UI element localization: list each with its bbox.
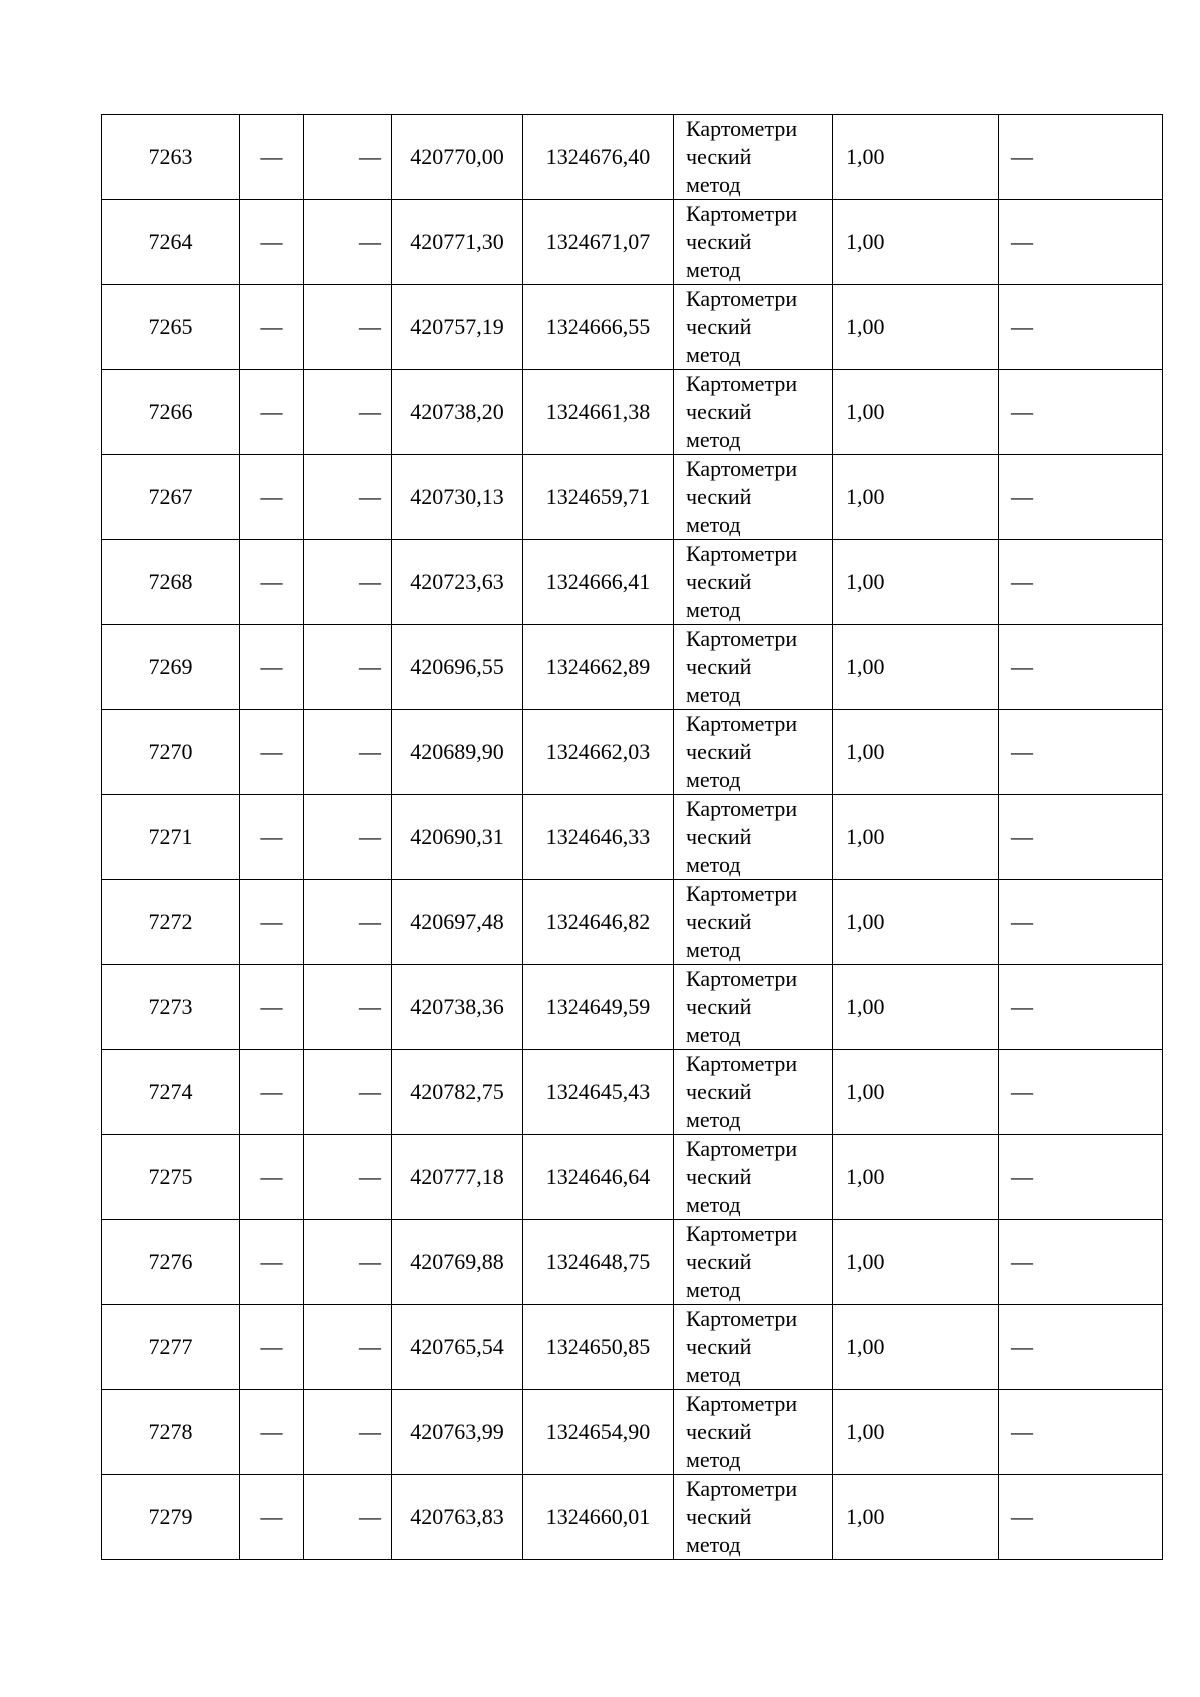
y-coordinate-cell: 1324662,03: [523, 710, 674, 795]
table-row: [102, 1050, 1163, 1135]
method-line: Картометри: [686, 286, 798, 311]
x-coordinate-cell: 420763,99: [392, 1390, 523, 1475]
accuracy-cell: 1,00: [833, 795, 999, 880]
coordinates-table: [101, 114, 1163, 1560]
old-x-cell: —: [240, 880, 304, 965]
method-cell: [674, 1050, 833, 1135]
method-line: Картометри: [686, 796, 798, 821]
point-number-cell: 7268: [102, 540, 240, 625]
method-line: ческий: [686, 1504, 752, 1529]
description-cell: —: [999, 455, 1163, 540]
method-line: ческий: [686, 314, 752, 339]
method-cell: [674, 880, 833, 965]
description-cell: —: [999, 285, 1163, 370]
old-y-cell: —: [304, 1050, 392, 1135]
table-row: [102, 1305, 1163, 1390]
table-row: [102, 880, 1163, 965]
y-coordinate-cell: 1324654,90: [523, 1390, 674, 1475]
x-coordinate-cell: 420765,54: [392, 1305, 523, 1390]
point-number-cell: 7276: [102, 1220, 240, 1305]
point-number-cell: 7267: [102, 455, 240, 540]
method-line: метод: [686, 597, 741, 622]
method-line: Картометри: [686, 966, 798, 991]
method-line: Картометри: [686, 116, 798, 141]
method-line: метод: [686, 512, 741, 537]
x-coordinate-cell: 420782,75: [392, 1050, 523, 1135]
description-cell: —: [999, 965, 1163, 1050]
point-number-cell: 7278: [102, 1390, 240, 1475]
table-row: [102, 965, 1163, 1050]
old-x-cell: —: [240, 1305, 304, 1390]
x-coordinate-cell: 420738,36: [392, 965, 523, 1050]
method-cell: [674, 710, 833, 795]
accuracy-cell: 1,00: [833, 200, 999, 285]
x-coordinate-cell: 420730,13: [392, 455, 523, 540]
old-x-cell: —: [240, 370, 304, 455]
y-coordinate-cell: 1324650,85: [523, 1305, 674, 1390]
table-row: [102, 1390, 1163, 1475]
x-coordinate-cell: 420771,30: [392, 200, 523, 285]
method-line: метод: [686, 767, 741, 792]
point-number-cell: 7272: [102, 880, 240, 965]
method-cell: [674, 285, 833, 370]
x-coordinate-cell: 420738,20: [392, 370, 523, 455]
method-line: ческий: [686, 1419, 752, 1444]
x-coordinate-cell: 420690,31: [392, 795, 523, 880]
point-number-cell: 7271: [102, 795, 240, 880]
method-line: метод: [686, 1362, 741, 1387]
method-line: метод: [686, 257, 741, 282]
method-cell: [674, 625, 833, 710]
table-row: [102, 795, 1163, 880]
method-line: метод: [686, 427, 741, 452]
description-cell: —: [999, 200, 1163, 285]
old-y-cell: —: [304, 1305, 392, 1390]
method-line: ческий: [686, 1249, 752, 1274]
old-x-cell: —: [240, 1475, 304, 1560]
old-x-cell: —: [240, 200, 304, 285]
method-line: ческий: [686, 144, 752, 169]
y-coordinate-cell: 1324676,40: [523, 115, 674, 200]
method-line: ческий: [686, 1079, 752, 1104]
point-number-cell: 7270: [102, 710, 240, 795]
method-line: Картометри: [686, 1136, 798, 1161]
table-row: [102, 1220, 1163, 1305]
y-coordinate-cell: 1324645,43: [523, 1050, 674, 1135]
method-cell: [674, 965, 833, 1050]
accuracy-cell: 1,00: [833, 880, 999, 965]
method-line: ческий: [686, 909, 752, 934]
old-x-cell: —: [240, 965, 304, 1050]
description-cell: —: [999, 1305, 1163, 1390]
method-cell: [674, 1305, 833, 1390]
old-y-cell: —: [304, 1220, 392, 1305]
point-number-cell: 7264: [102, 200, 240, 285]
method-line: Картометри: [686, 1306, 798, 1331]
method-line: Картометри: [686, 541, 798, 566]
y-coordinate-cell: 1324648,75: [523, 1220, 674, 1305]
old-x-cell: —: [240, 710, 304, 795]
old-y-cell: —: [304, 115, 392, 200]
description-cell: —: [999, 710, 1163, 795]
method-line: Картометри: [686, 1051, 798, 1076]
x-coordinate-cell: 420763,83: [392, 1475, 523, 1560]
method-cell: [674, 370, 833, 455]
method-line: метод: [686, 172, 741, 197]
accuracy-cell: 1,00: [833, 1305, 999, 1390]
table-row: [102, 285, 1163, 370]
method-line: метод: [686, 852, 741, 877]
y-coordinate-cell: 1324646,33: [523, 795, 674, 880]
method-cell: [674, 200, 833, 285]
x-coordinate-cell: 420757,19: [392, 285, 523, 370]
y-coordinate-cell: 1324646,64: [523, 1135, 674, 1220]
old-x-cell: —: [240, 285, 304, 370]
method-line: метод: [686, 682, 741, 707]
accuracy-cell: 1,00: [833, 370, 999, 455]
old-y-cell: —: [304, 285, 392, 370]
description-cell: —: [999, 1475, 1163, 1560]
description-cell: —: [999, 1220, 1163, 1305]
accuracy-cell: 1,00: [833, 285, 999, 370]
point-number-cell: 7275: [102, 1135, 240, 1220]
table-row: [102, 1475, 1163, 1560]
x-coordinate-cell: 420696,55: [392, 625, 523, 710]
point-number-cell: 7279: [102, 1475, 240, 1560]
old-y-cell: —: [304, 795, 392, 880]
table-row: [102, 625, 1163, 710]
method-line: ческий: [686, 739, 752, 764]
description-cell: —: [999, 115, 1163, 200]
method-line: метод: [686, 342, 741, 367]
method-line: Картометри: [686, 371, 798, 396]
coordinates-table-body: [102, 115, 1163, 1560]
x-coordinate-cell: 420777,18: [392, 1135, 523, 1220]
accuracy-cell: 1,00: [833, 540, 999, 625]
table-row: [102, 200, 1163, 285]
method-cell: [674, 1220, 833, 1305]
old-y-cell: —: [304, 540, 392, 625]
method-cell: [674, 1135, 833, 1220]
method-line: ческий: [686, 399, 752, 424]
description-cell: —: [999, 1050, 1163, 1135]
y-coordinate-cell: 1324671,07: [523, 200, 674, 285]
method-line: Картометри: [686, 456, 798, 481]
method-cell: [674, 1475, 833, 1560]
point-number-cell: 7269: [102, 625, 240, 710]
method-cell: [674, 540, 833, 625]
table-row: [102, 455, 1163, 540]
method-line: ческий: [686, 484, 752, 509]
accuracy-cell: 1,00: [833, 1475, 999, 1560]
old-y-cell: —: [304, 1475, 392, 1560]
x-coordinate-cell: 420769,88: [392, 1220, 523, 1305]
description-cell: —: [999, 795, 1163, 880]
old-y-cell: —: [304, 625, 392, 710]
method-line: Картометри: [686, 1221, 798, 1246]
method-line: метод: [686, 1277, 741, 1302]
point-number-cell: 7265: [102, 285, 240, 370]
accuracy-cell: 1,00: [833, 115, 999, 200]
accuracy-cell: 1,00: [833, 710, 999, 795]
y-coordinate-cell: 1324649,59: [523, 965, 674, 1050]
old-x-cell: —: [240, 540, 304, 625]
old-y-cell: —: [304, 880, 392, 965]
method-line: метод: [686, 1107, 741, 1132]
method-line: ческий: [686, 1334, 752, 1359]
method-line: ческий: [686, 994, 752, 1019]
method-cell: [674, 115, 833, 200]
description-cell: —: [999, 370, 1163, 455]
table-row: [102, 710, 1163, 795]
old-x-cell: —: [240, 1050, 304, 1135]
old-y-cell: —: [304, 1135, 392, 1220]
method-cell: [674, 795, 833, 880]
method-line: Картометри: [686, 1476, 798, 1501]
y-coordinate-cell: 1324662,89: [523, 625, 674, 710]
table-row: [102, 115, 1163, 200]
method-line: Картометри: [686, 1391, 798, 1416]
method-line: метод: [686, 1022, 741, 1047]
x-coordinate-cell: 420689,90: [392, 710, 523, 795]
y-coordinate-cell: 1324666,55: [523, 285, 674, 370]
old-x-cell: —: [240, 1220, 304, 1305]
method-line: метод: [686, 1447, 741, 1472]
y-coordinate-cell: 1324666,41: [523, 540, 674, 625]
method-line: метод: [686, 1532, 741, 1557]
description-cell: —: [999, 625, 1163, 710]
method-line: метод: [686, 937, 741, 962]
table-row: [102, 370, 1163, 455]
method-line: Картометри: [686, 201, 798, 226]
method-line: ческий: [686, 1164, 752, 1189]
x-coordinate-cell: 420770,00: [392, 115, 523, 200]
table-row: [102, 540, 1163, 625]
method-cell: [674, 455, 833, 540]
method-cell: [674, 1390, 833, 1475]
x-coordinate-cell: 420697,48: [392, 880, 523, 965]
old-x-cell: —: [240, 115, 304, 200]
point-number-cell: 7277: [102, 1305, 240, 1390]
accuracy-cell: 1,00: [833, 1050, 999, 1135]
old-x-cell: —: [240, 625, 304, 710]
old-x-cell: —: [240, 455, 304, 540]
x-coordinate-cell: 420723,63: [392, 540, 523, 625]
accuracy-cell: 1,00: [833, 455, 999, 540]
old-y-cell: —: [304, 200, 392, 285]
method-line: ческий: [686, 824, 752, 849]
old-y-cell: —: [304, 1390, 392, 1475]
accuracy-cell: 1,00: [833, 1390, 999, 1475]
description-cell: —: [999, 1390, 1163, 1475]
point-number-cell: 7263: [102, 115, 240, 200]
old-y-cell: —: [304, 710, 392, 795]
method-line: Картометри: [686, 881, 798, 906]
y-coordinate-cell: 1324660,01: [523, 1475, 674, 1560]
old-y-cell: —: [304, 965, 392, 1050]
point-number-cell: 7273: [102, 965, 240, 1050]
description-cell: —: [999, 880, 1163, 965]
point-number-cell: 7266: [102, 370, 240, 455]
old-x-cell: —: [240, 1390, 304, 1475]
accuracy-cell: 1,00: [833, 965, 999, 1050]
method-line: ческий: [686, 229, 752, 254]
method-line: метод: [686, 1192, 741, 1217]
accuracy-cell: 1,00: [833, 625, 999, 710]
accuracy-cell: 1,00: [833, 1220, 999, 1305]
method-line: Картометри: [686, 711, 798, 736]
description-cell: —: [999, 1135, 1163, 1220]
method-line: ческий: [686, 654, 752, 679]
method-line: ческий: [686, 569, 752, 594]
y-coordinate-cell: 1324646,82: [523, 880, 674, 965]
old-y-cell: —: [304, 370, 392, 455]
point-number-cell: 7274: [102, 1050, 240, 1135]
old-y-cell: —: [304, 455, 392, 540]
description-cell: —: [999, 540, 1163, 625]
y-coordinate-cell: 1324659,71: [523, 455, 674, 540]
old-x-cell: —: [240, 795, 304, 880]
table-row: [102, 1135, 1163, 1220]
accuracy-cell: 1,00: [833, 1135, 999, 1220]
y-coordinate-cell: 1324661,38: [523, 370, 674, 455]
old-x-cell: —: [240, 1135, 304, 1220]
method-line: Картометри: [686, 626, 798, 651]
